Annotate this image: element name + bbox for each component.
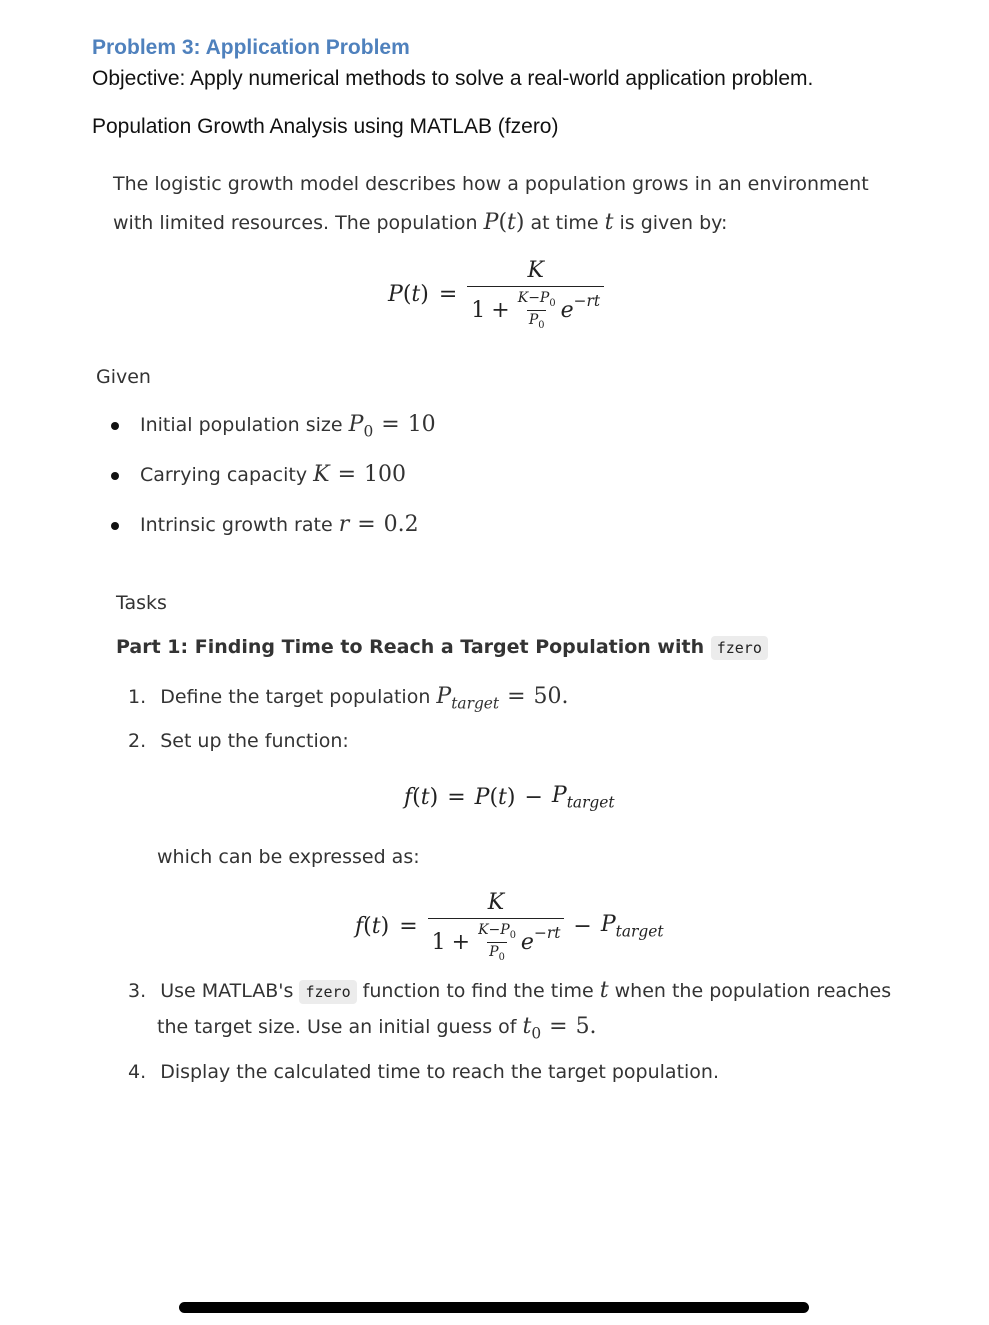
- step-3-line-2: the target size. Use an initial guess of $t_0 = 5$.: [157, 1014, 597, 1043]
- fzero-code: fzero: [711, 636, 768, 660]
- expressed-text: which can be expressed as:: [157, 846, 420, 868]
- step-4: 4. Display the calculated time to reach the target population.: [128, 1061, 720, 1083]
- step-1: 1. Define the target population $P_{target} = 50$.: [128, 684, 569, 713]
- expanded-function-equation: f ( t ) = K 1 + $\frac{K-P_0}{P_0}$ e $^{-rt}$ − $P_{target}$: [355, 890, 664, 963]
- logistic-equation: P ( t ) = K 1 + $\frac{K-P_0}{P_0}$ e $^{-rt}$: [388, 258, 604, 331]
- part1-title: Part 1: Finding Time to Reach a Target Population with fzero: [116, 636, 768, 658]
- section-subtitle: Population Growth Analysis using MATLAB (fzero): [92, 115, 559, 138]
- bullet-icon: [111, 422, 119, 430]
- problem-heading: Problem 3: Application Problem: [92, 36, 410, 59]
- tasks-title: Tasks: [116, 592, 167, 614]
- home-indicator-bar[interactable]: [179, 1302, 809, 1313]
- objective-text: Objective: Apply numerical methods to solve a real-world application problem.: [92, 67, 814, 90]
- intro-line-1: The logistic growth model describes how a population grows in an environment: [113, 173, 869, 195]
- function-definition-equation: f ( t ) = P ( t ) − $P_{target}$: [404, 783, 615, 812]
- step-3: 3. Use MATLAB's fzero function to find the time t when the population reaches: [128, 978, 892, 1003]
- fzero-code: fzero: [299, 980, 356, 1004]
- given-item-carrying-capacity: Carrying capacity K = 100: [140, 462, 406, 487]
- intro-line-2: with limited resources. The population P(t) at time t is given by:: [113, 210, 728, 235]
- given-item-growth-rate: Intrinsic growth rate r = 0.2: [140, 512, 419, 537]
- bullet-icon: [111, 522, 119, 530]
- bullet-icon: [111, 472, 119, 480]
- given-title: Given: [96, 366, 151, 388]
- given-item-initial-population: Initial population size $P_0 = 10$: [140, 412, 436, 441]
- step-2: 2. Set up the function:: [128, 730, 349, 752]
